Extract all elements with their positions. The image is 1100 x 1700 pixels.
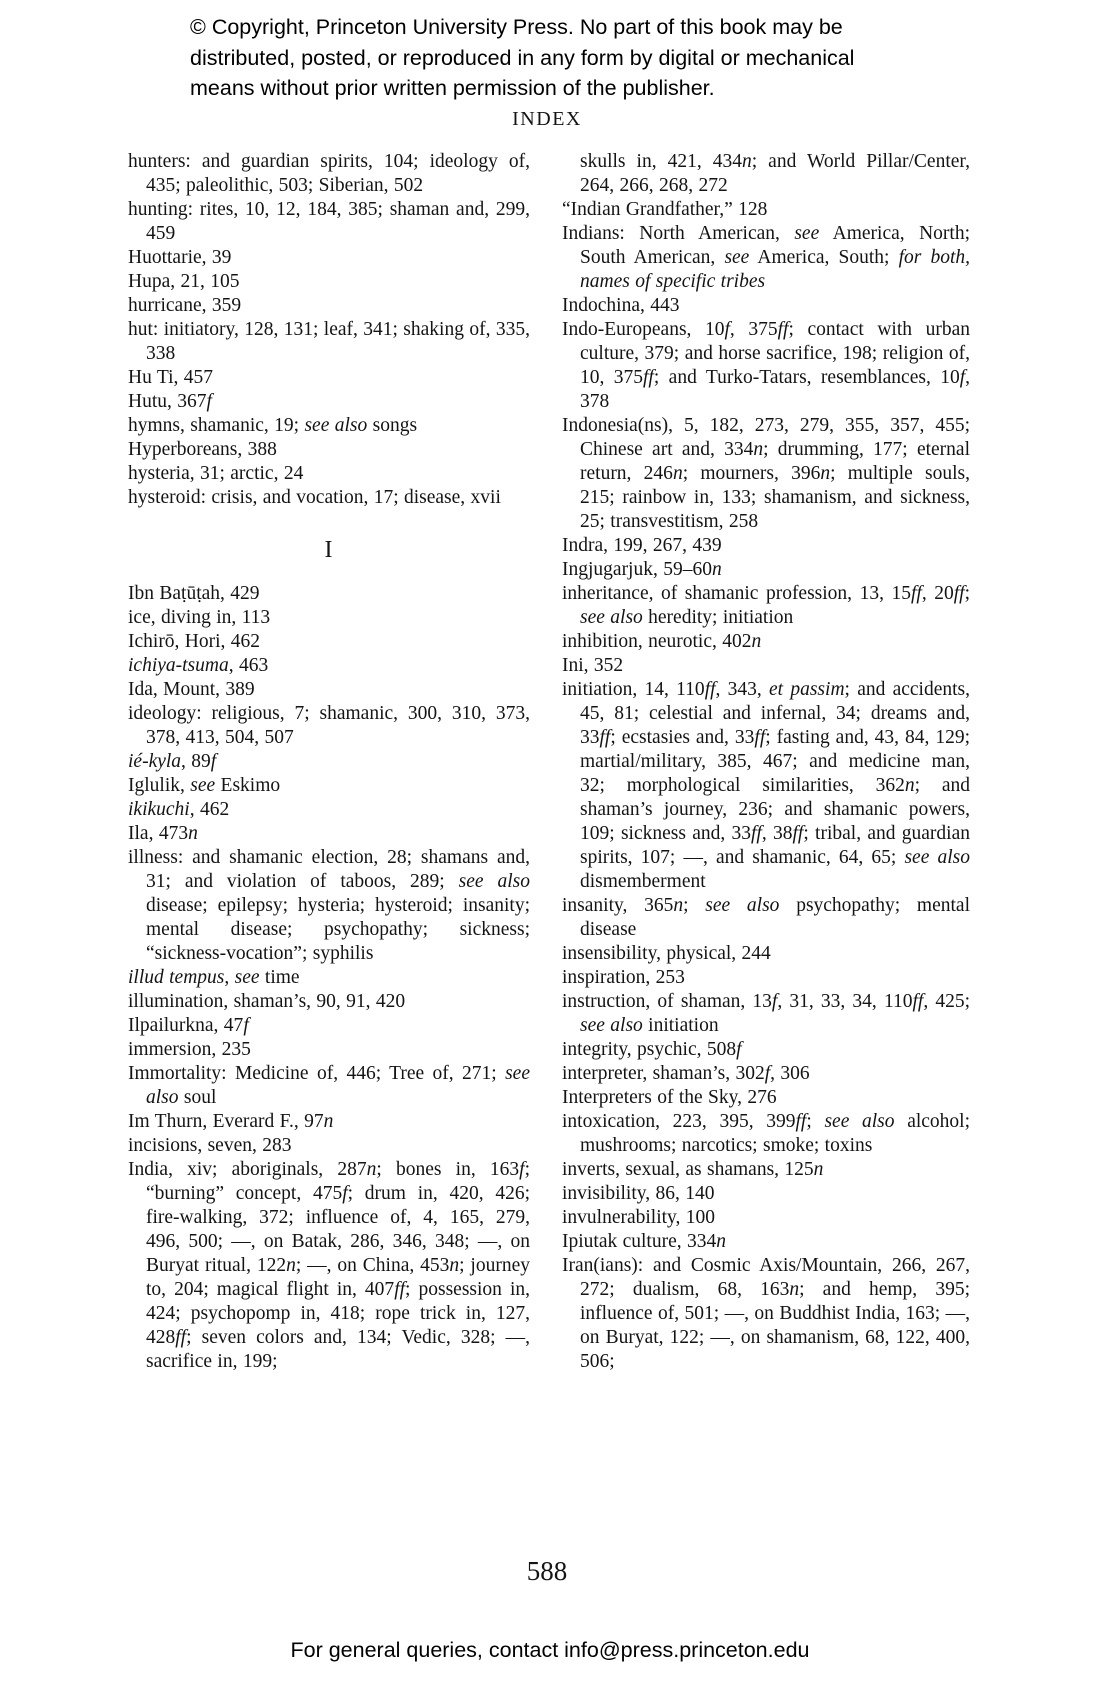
index-entry: ichiya-tsuma, 463: [128, 655, 269, 676]
copyright-line-3: means without prior written permission of the publisher.: [190, 76, 715, 100]
index-entry: incisions, seven, 283: [128, 1135, 292, 1156]
index-entry: illness: and shamanic election, 28; shamans and, 31; and violation of taboos, 289; see also disease; epilepsy; hysteria; hysteroid; insanity; mental disease; psychopathy; sickness; “sickness-vocation”; syphilis: [128, 847, 530, 964]
index-entry: inverts, sexual, as shamans, 125n: [562, 1159, 824, 1180]
index-entry: Indochina, 443: [562, 295, 680, 316]
index-entry: ideology: religious, 7; shamanic, 300, 310, 373, 378, 413, 504, 507: [128, 703, 530, 748]
index-entry: hurricane, 359: [128, 295, 242, 316]
index-entry: Indians: North American, see America, North; South American, see America, South; for both, names of specific tribes: [562, 223, 970, 292]
index-entry: interpreter, shaman’s, 302f, 306: [562, 1063, 810, 1084]
index-entry: inhibition, neurotic, 402n: [562, 631, 762, 652]
index-entry: inspiration, 253: [562, 967, 685, 988]
index-entry: hunting: rites, 10, 12, 184, 385; shaman and, 299, 459: [128, 199, 530, 244]
index-entry: invisibility, 86, 140: [562, 1183, 715, 1204]
index-columns: [128, 150, 970, 1374]
index-entry: Hupa, 21, 105: [128, 271, 240, 292]
index-entry: Ila, 473n: [128, 823, 198, 844]
index-entry: intoxication, 223, 395, 399ff; see also alcohol; mushrooms; narcotics; smoke; toxins: [562, 1111, 971, 1156]
copyright-line-1: © Copyright, Princeton University Press. No part of this book may be: [190, 15, 843, 39]
index-entry: instruction, of shaman, 13f, 31, 33, 34, 110ff, 425; see also initiation: [562, 991, 971, 1036]
index-entry: Indra, 199, 267, 439: [562, 535, 722, 556]
copyright-notice: [190, 12, 854, 104]
index-entry: hysteroid: crisis, and vocation, 17; disease, xvii: [128, 487, 501, 508]
index-entry: insensibility, physical, 244: [562, 943, 771, 964]
index-entry: India, xiv; aboriginals, 287n; bones in, 163f; “burning” concept, 475f; drum in, 420, 426; fire-walking, 372; influence of, 4, 165, 279, 496, 500; —, on Batak, 286, 346, 348; —, on Buryat ritual, 122n; —, on China, 453n; journey to, 204; magical flight in, 407ff; possession in, 424; psychopomp in, 418; rope trick in, 127, 428ff; seven colors and, 134; Vedic, 328; —, sacrifice in, 199;: [128, 1159, 531, 1372]
index-entry: Hu Ti, 457: [128, 367, 213, 388]
index-entry: Iran(ians): and Cosmic Axis/Mountain, 266, 267, 272; dualism, 68, 163n; and hemp, 395; influence of, 501; —, on Buddhist India, 163; —, on Buryat, 122; —, on shamanism, 68, 122, 400, 506;: [562, 1255, 970, 1372]
index-entry: Indo-Europeans, 10f, 375ff; contact with urban culture, 379; and horse sacrifice, 198; religion of, 10, 375ff; and Turko-Tatars, resemblances, 10f, 378: [562, 319, 971, 412]
index-entry: Iglulik, see Eskimo: [128, 775, 281, 796]
index-entry: ié-kyla, 89f: [128, 751, 217, 772]
index-entry: Immortality: Medicine of, 446; Tree of, 271; see also soul: [128, 1063, 530, 1108]
index-entry-continuation: skulls in, 421, 434n; and World Pillar/Center, 264, 266, 268, 272: [580, 151, 970, 196]
index-entry: Ida, Mount, 389: [128, 679, 255, 700]
index-entry: Ilpailurkna, 47f: [128, 1015, 249, 1036]
index-entry: Hyperboreans, 388: [128, 439, 277, 460]
index-heading: INDEX: [512, 108, 582, 130]
index-entry: Ipiutak culture, 334n: [562, 1231, 726, 1252]
index-entry: Ibn Baṭūṭah, 429: [128, 583, 260, 604]
index-entry: Ichirō, Hori, 462: [128, 631, 261, 652]
index-entry: hunters: and guardian spirits, 104; ideology of, 435; paleolithic, 503; Siberian, 502: [128, 151, 530, 196]
footer-contact: For general queries, contact info@press.princeton.edu: [290, 1638, 810, 1662]
index-entry: immersion, 235: [128, 1039, 251, 1060]
index-entry: illud tempus, see time: [128, 967, 300, 988]
index-column-left: [128, 150, 530, 1374]
index-entry: “Indian Grandfather,” 128: [562, 199, 768, 220]
index-entry: Huottarie, 39: [128, 247, 232, 268]
section-letter: I: [324, 537, 334, 563]
page-number: 588: [526, 1556, 568, 1586]
index-column-right: [562, 150, 970, 1374]
index-entry: integrity, psychic, 508f: [562, 1039, 742, 1060]
index-entry: hysteria, 31; arctic, 24: [128, 463, 304, 484]
index-entry: Interpreters of the Sky, 276: [562, 1087, 777, 1108]
index-entry: Hutu, 367f: [128, 391, 212, 412]
index-entry: invulnerability, 100: [562, 1207, 716, 1228]
index-entry: hut: initiatory, 128, 131; leaf, 341; shaking of, 335, 338: [128, 319, 530, 364]
index-entry: ice, diving in, 113: [128, 607, 271, 628]
index-entry: hymns, shamanic, 19; see also songs: [128, 415, 418, 436]
index-entry: Indonesia(ns), 5, 182, 273, 279, 355, 357, 455; Chinese art and, 334n; drumming, 177; eternal return, 246n; mourners, 396n; multiple souls, 215; rainbow in, 133; shamanism, and sickness, 25; transvestitism, 258: [562, 415, 970, 532]
index-entry: inheritance, of shamanic profession, 13, 15ff, 20ff; see also heredity; initiation: [562, 583, 970, 628]
copyright-line-2: distributed, posted, or reproduced in any form by digital or mechanical: [190, 45, 855, 70]
index-entry: Ini, 352: [562, 655, 624, 676]
index-entry: illumination, shaman’s, 90, 91, 420: [128, 991, 406, 1012]
index-entry: initiation, 14, 110ff, 343, et passim; and accidents, 45, 81; celestial and infernal, 34; dreams and, 33ff; ecstasies and, 33ff; fasting and, 43, 84, 129; martial/military, 385, 467; and medicine man, 32; morphological similarities, 362n; and shaman’s journey, 236; and shamanic powers, 109; sickness and, 33ff, 38ff; tribal, and guardian spirits, 107; —, and shamanic, 64, 65; see also dismemberment: [562, 679, 971, 892]
index-entry: ikikuchi, 462: [128, 799, 230, 820]
index-entry: Im Thurn, Everard F., 97n: [128, 1111, 334, 1132]
index-entry: insanity, 365n; see also psychopathy; mental disease: [562, 895, 970, 940]
index-entry: Ingjugarjuk, 59–60n: [562, 559, 722, 580]
